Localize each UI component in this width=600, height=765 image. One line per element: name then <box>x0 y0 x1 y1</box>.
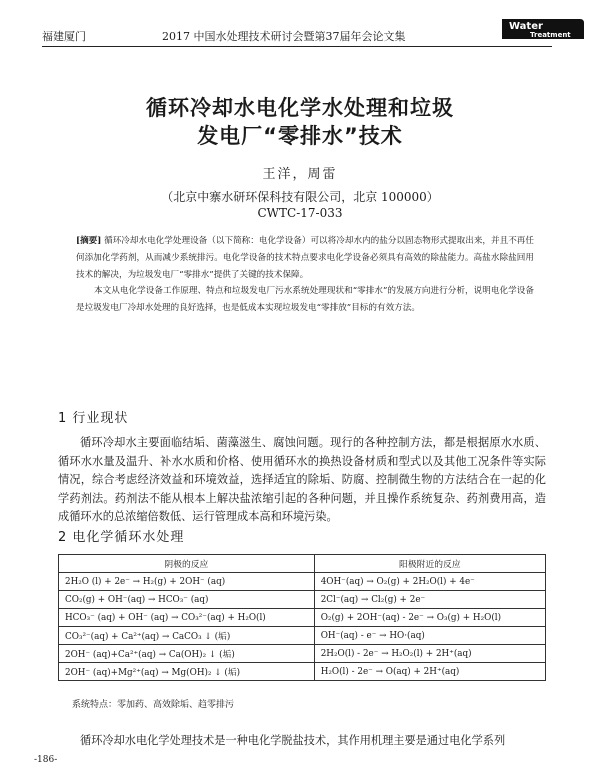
table-row <box>59 591 546 609</box>
table-row <box>59 645 546 663</box>
affiliation: （北京中寨水研环保科技有限公司，北京 100000） <box>161 190 439 204</box>
table-row <box>59 573 546 591</box>
anode-reaction: H₂O(l) - 2e⁻ → O(aq) + 2H⁺(aq) <box>314 663 545 681</box>
table-row <box>59 609 546 627</box>
anode-reaction: O₂(g) + 2OH⁻(aq) - 2e⁻ → O₃(g) + H₂O(l) <box>314 609 545 627</box>
logo-word-2: Treatment <box>530 31 571 39</box>
running-header <box>42 14 571 44</box>
cathode-header: 阴极的反应 <box>59 555 315 573</box>
anode-reaction: 2Cl⁻(aq) → Cl₂(g) + 2e⁻ <box>314 591 545 609</box>
abstract-label: [摘要] <box>76 236 102 246</box>
anode-reaction: 2H₂O(l) - 2e⁻ → H₂O₂(l) + 2H⁺(aq) <box>314 645 545 663</box>
anode-reaction: OH⁻(aq) - e⁻ → HO·(aq) <box>314 627 545 645</box>
abstract-paragraph-2: 本文从电化学设备工作原理、特点和垃圾发电厂污水系统处理现状和“零排水”的发展方向进行分析，说明电化学设备是垃圾发电厂冷却水处理的良好选择，也是低成本实现垃圾发电“零排放”目标的有效方法。 <box>76 286 534 314</box>
cathode-reaction: CO₂(g) + OH⁻(aq) → HCO₃⁻ (aq) <box>59 591 315 609</box>
authors: 王洋，周雷 <box>262 167 338 182</box>
page-number: -186- <box>34 755 58 765</box>
title-line-1: 循环冷却水电化学水处理和垃圾 <box>146 96 454 120</box>
table-row <box>59 663 546 681</box>
section-2-body <box>58 732 546 748</box>
reaction-table <box>58 554 546 681</box>
section-2-heading: 2 电化学循环水处理 <box>58 530 185 545</box>
header-conference: 2017 中国水处理技术研讨会暨第37届年会论文集 <box>162 30 406 43</box>
header-location: 福建厦门 <box>42 30 86 43</box>
cathode-reaction: HCO₃⁻ (aq) + OH⁻ (aq) → CO₃²⁻(aq) + H₂O(l) <box>59 609 315 627</box>
table-row <box>59 627 546 645</box>
header-rule <box>42 46 552 47</box>
section-1-paragraph: 循环冷却水主要面临结垢、菌藻滋生、腐蚀问题。现行的各种控制方法，都是根据原水水质、循环水水量及温升、补水水质和价格、使用循环水的换热设备材质和型式以及其他工况条件等实际情况，综合考虑经济效益和环境效益，选择适宜的除垢、防腐、控制微生物的方法结合在一起的化学药剂法。药剂法不能从根本上解决盐浓缩引起的各种问题，并且操作系统复杂、药剂费用高，造成循环水的总浓缩倍数低、运行管理成本高和环境污染。 <box>58 436 546 524</box>
anode-header: 阳极附近的反应 <box>314 555 545 573</box>
abstract-paragraph-1 <box>76 233 534 283</box>
abstract <box>76 233 534 317</box>
cathode-reaction: CO₃²⁻(aq) + Ca²⁺(aq) → CaCO₃ ↓ (垢) <box>59 627 315 645</box>
paper-code: CWTC-17-033 <box>257 206 343 220</box>
system-features: 系统特点：零加药、高效除垢、趋零排污 <box>72 700 235 710</box>
cathode-reaction: 2OH⁻ (aq)+Ca²⁺(aq) → Ca(OH)₂ ↓ (垢) <box>59 645 315 663</box>
logo-word-1: Water <box>509 21 543 32</box>
cathode-reaction: 2OH⁻ (aq)+Mg²⁺(aq) → Mg(OH)₂ ↓ (垢) <box>59 663 315 681</box>
section-2-paragraph: 循环冷却水电化学处理技术是一种电化学脱盐技术，其作用机理主要是通过电化学系列 <box>80 734 506 747</box>
cathode-reaction: 2H₂O (l) + 2e⁻ → H₂(g) + 2OH⁻ (aq) <box>59 573 315 591</box>
abstract-text-1: 循环冷却水电化学处理设备（以下简称：电化学设备）可以将冷却水内的盐分以固态物形式提取出来，并且不再任何添加化学药剂，从而减少系统排污。电化学设备的技术特点要求电化学设备必须具有高效的除盐能力。高盐水除盐回用技术的解决，为垃圾发电厂“零排水”提供了关键的技术保障。 <box>76 236 535 280</box>
journal-logo <box>500 16 586 42</box>
section-1-body <box>58 434 546 527</box>
reaction-table-header <box>59 555 546 573</box>
anode-reaction: 4OH⁻(aq) → O₂(g) + 2H₂O(l) + 4e⁻ <box>314 573 545 591</box>
title-line-2: 发电厂“零排水”技术 <box>197 124 403 148</box>
section-1-heading: 1 行业现状 <box>58 411 129 426</box>
